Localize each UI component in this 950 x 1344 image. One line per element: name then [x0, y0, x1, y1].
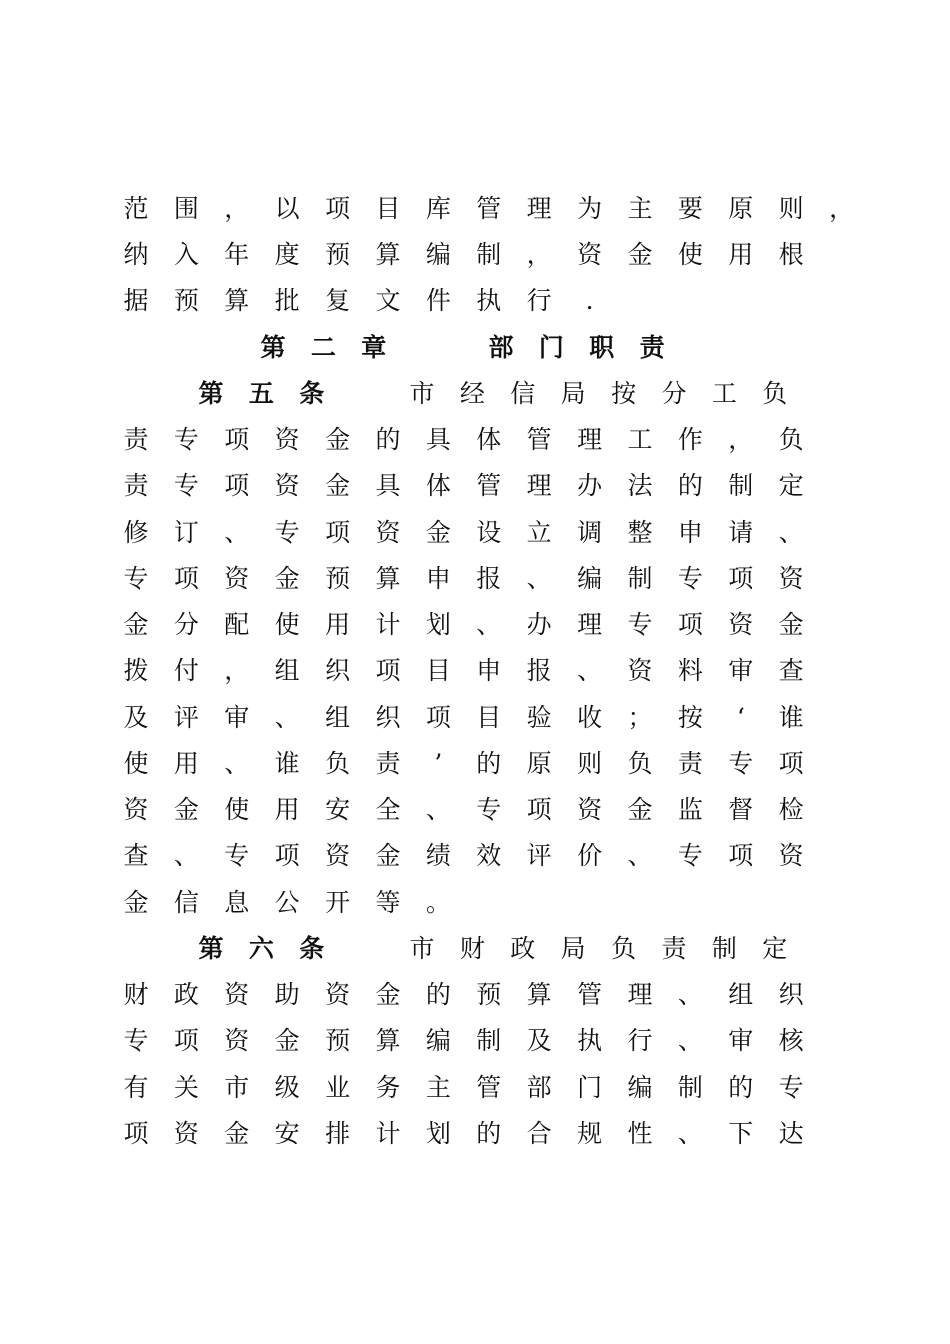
text-glyph: 门	[538, 333, 564, 362]
text-glyph: 章	[361, 333, 387, 362]
text-glyph: 编	[425, 1026, 451, 1055]
text-glyph: 二	[310, 333, 336, 362]
text-glyph: 金	[325, 425, 351, 454]
text-glyph: 金	[224, 1119, 250, 1148]
text-glyph: 政	[173, 980, 199, 1009]
text-glyph: 责	[661, 934, 687, 963]
text-glyph: 则	[577, 749, 603, 778]
text-glyph: 为	[577, 194, 603, 223]
text-glyph: 制	[627, 564, 653, 593]
text-glyph: ’	[434, 749, 443, 778]
text-glyph: 专	[677, 564, 703, 593]
text-glyph: 计	[375, 610, 401, 639]
text-glyph: 付	[173, 656, 199, 685]
text-glyph: 排	[325, 1119, 351, 1148]
text-glyph: 金	[325, 471, 351, 500]
text-glyph: 用	[173, 749, 199, 778]
text-glyph: 据	[123, 286, 149, 315]
text-glyph: 专	[123, 1026, 149, 1055]
text-glyph: 的	[425, 980, 451, 1009]
body-line	[0, 880, 950, 926]
text-glyph: 目	[476, 703, 502, 732]
text-glyph: 金	[627, 240, 653, 269]
text-glyph: 金	[627, 795, 653, 824]
text-glyph: 划	[425, 610, 451, 639]
text-glyph: 效	[476, 841, 502, 870]
text-glyph: 及	[123, 703, 149, 732]
text-glyph: 专	[173, 425, 199, 454]
text-glyph: 、	[224, 749, 250, 778]
text-glyph: 职	[589, 333, 615, 362]
text-glyph: 拨	[123, 656, 149, 685]
text-glyph: 第	[198, 379, 224, 408]
text-glyph: 管	[526, 425, 552, 454]
text-glyph: 作	[677, 425, 703, 454]
text-glyph: 专	[173, 471, 199, 500]
text-glyph: ，	[224, 194, 250, 223]
text-glyph: 项	[173, 1026, 199, 1055]
text-glyph: 第	[260, 333, 286, 362]
text-glyph: 的	[677, 471, 703, 500]
text-glyph: 、	[425, 795, 451, 824]
body-line	[0, 186, 950, 232]
text-glyph: 报	[526, 656, 552, 685]
text-glyph: 评	[173, 703, 199, 732]
text-glyph: ，	[526, 240, 552, 269]
text-glyph: 信	[510, 379, 536, 408]
text-glyph: 责	[123, 425, 149, 454]
text-glyph: 业	[325, 1073, 351, 1102]
text-glyph: 经	[459, 379, 485, 408]
text-glyph: 办	[526, 610, 552, 639]
body-line	[0, 787, 950, 833]
text-glyph: 目	[375, 194, 401, 223]
body-line	[0, 695, 950, 741]
text-glyph: 理	[627, 980, 653, 1009]
text-glyph: 资	[778, 564, 804, 593]
text-glyph: 下	[728, 1119, 754, 1148]
text-glyph: 以	[274, 194, 300, 223]
text-glyph: 项	[173, 564, 199, 593]
text-glyph: 规	[577, 1119, 603, 1148]
text-glyph: 财	[123, 980, 149, 1009]
text-glyph: 组	[274, 656, 300, 685]
text-glyph: 督	[728, 795, 754, 824]
text-glyph: 金	[123, 888, 149, 917]
text-glyph: 用	[325, 610, 351, 639]
text-glyph: 用	[274, 795, 300, 824]
text-glyph: 预	[476, 980, 502, 1009]
text-glyph: 门	[577, 1073, 603, 1102]
text-glyph: 项	[778, 749, 804, 778]
body-line	[0, 972, 950, 1018]
text-glyph: 。	[425, 888, 451, 917]
text-glyph: 市	[409, 379, 435, 408]
text-glyph: 项	[325, 518, 351, 547]
body-line	[0, 463, 950, 509]
body-line	[0, 648, 950, 694]
body-line	[0, 602, 950, 648]
text-glyph: 库	[425, 194, 451, 223]
text-glyph: 谁	[778, 703, 804, 732]
text-glyph: ，	[728, 425, 754, 454]
text-glyph: 算	[224, 286, 250, 315]
text-glyph: 项	[677, 610, 703, 639]
text-glyph: 负	[611, 934, 637, 963]
text-glyph: 安	[274, 1119, 300, 1148]
text-glyph: 评	[526, 841, 552, 870]
text-glyph: 项	[375, 656, 401, 685]
text-glyph: .	[585, 286, 594, 315]
text-glyph: 预	[325, 240, 351, 269]
body-line	[0, 278, 950, 324]
text-glyph: 执	[577, 1026, 603, 1055]
text-glyph: 理	[577, 610, 603, 639]
text-glyph: 执	[476, 286, 502, 315]
text-glyph: 申	[677, 518, 703, 547]
text-glyph: 责	[639, 333, 665, 362]
text-glyph: 范	[123, 194, 149, 223]
text-glyph: 部	[488, 333, 514, 362]
text-glyph: 达	[778, 1119, 804, 1148]
text-glyph: 息	[224, 888, 250, 917]
text-glyph: 织	[325, 656, 351, 685]
text-glyph: 划	[425, 1119, 451, 1148]
text-glyph: 体	[425, 471, 451, 500]
text-glyph: 资	[778, 841, 804, 870]
text-glyph: 算	[375, 1026, 401, 1055]
text-glyph: 等	[375, 888, 401, 917]
text-glyph: 六	[248, 934, 274, 963]
text-glyph: 、	[224, 518, 250, 547]
text-glyph: 局	[560, 379, 586, 408]
text-glyph: 要	[677, 194, 703, 223]
text-glyph: ；	[627, 703, 653, 732]
text-glyph: 项	[224, 425, 250, 454]
body-line	[0, 1018, 950, 1064]
text-glyph: 专	[123, 564, 149, 593]
text-glyph: 、	[778, 518, 804, 547]
text-glyph: 根	[778, 240, 804, 269]
text-glyph: 管	[577, 980, 603, 1009]
text-glyph: 文	[375, 286, 401, 315]
text-glyph: 负	[778, 425, 804, 454]
text-glyph: 专	[728, 749, 754, 778]
text-glyph: 制	[677, 1073, 703, 1102]
text-glyph: 算	[526, 980, 552, 1009]
text-glyph: 具	[425, 425, 451, 454]
text-glyph: ，	[829, 194, 855, 223]
text-glyph: ，	[224, 656, 250, 685]
text-glyph: 资	[577, 795, 603, 824]
text-glyph: 核	[778, 1026, 804, 1055]
text-glyph: 、	[173, 841, 199, 870]
text-glyph: 务	[375, 1073, 401, 1102]
text-glyph: 入	[173, 240, 199, 269]
article-6-line	[0, 926, 950, 972]
text-glyph: 谁	[274, 749, 300, 778]
text-glyph: 项	[526, 795, 552, 824]
text-glyph: 申	[476, 656, 502, 685]
text-glyph: 行	[627, 1026, 653, 1055]
text-glyph: 资	[173, 1119, 199, 1148]
text-glyph: 预	[325, 564, 351, 593]
text-glyph: 性	[627, 1119, 653, 1148]
text-glyph: 订	[173, 518, 199, 547]
chapter-heading	[0, 325, 950, 371]
text-glyph: 专	[476, 795, 502, 824]
text-glyph: 管	[476, 1073, 502, 1102]
text-glyph: 项	[274, 841, 300, 870]
text-glyph: 绩	[425, 841, 451, 870]
text-glyph: 资	[224, 1026, 250, 1055]
text-glyph: 制	[711, 934, 737, 963]
text-glyph: 专	[677, 841, 703, 870]
body-line	[0, 510, 950, 556]
text-glyph: 工	[627, 425, 653, 454]
text-glyph: 围	[173, 194, 199, 223]
text-glyph: 的	[476, 749, 502, 778]
text-glyph: 主	[627, 194, 653, 223]
text-glyph: 助	[274, 980, 300, 1009]
text-glyph: 管	[476, 471, 502, 500]
text-glyph: 编	[627, 1073, 653, 1102]
text-glyph: 制	[728, 471, 754, 500]
text-glyph: 整	[627, 518, 653, 547]
text-glyph: 条	[299, 934, 325, 963]
text-glyph: 开	[325, 888, 351, 917]
text-glyph: 修	[123, 518, 149, 547]
text-glyph: 年	[224, 240, 250, 269]
text-glyph: 金	[123, 610, 149, 639]
body-line	[0, 417, 950, 463]
text-glyph: 资	[325, 980, 351, 1009]
text-glyph: 计	[375, 1119, 401, 1148]
text-glyph: 算	[375, 564, 401, 593]
text-glyph: 料	[677, 656, 703, 685]
text-glyph: 织	[375, 703, 401, 732]
text-glyph: 、	[627, 841, 653, 870]
text-glyph: ‘	[736, 703, 745, 732]
text-glyph: 体	[476, 425, 502, 454]
text-glyph: 资	[274, 471, 300, 500]
text-glyph: 资	[224, 980, 250, 1009]
text-glyph: 负	[325, 749, 351, 778]
text-glyph: 、	[526, 564, 552, 593]
text-glyph: 度	[274, 240, 300, 269]
text-glyph: 组	[728, 980, 754, 1009]
text-glyph: 定	[762, 934, 788, 963]
text-glyph: 局	[560, 934, 586, 963]
text-glyph: 监	[677, 795, 703, 824]
text-glyph: 调	[577, 518, 603, 547]
text-glyph: 分	[661, 379, 687, 408]
text-glyph: 验	[526, 703, 552, 732]
text-glyph: 专	[778, 1073, 804, 1102]
text-glyph: 分	[173, 610, 199, 639]
text-glyph: 金	[173, 795, 199, 824]
text-glyph: 主	[425, 1073, 451, 1102]
text-glyph: 资	[325, 841, 351, 870]
text-glyph: 编	[577, 564, 603, 593]
text-glyph: 资	[123, 795, 149, 824]
text-glyph: 资	[728, 610, 754, 639]
text-glyph: 金	[425, 518, 451, 547]
text-glyph: 查	[778, 656, 804, 685]
text-glyph: 合	[526, 1119, 552, 1148]
text-glyph: 查	[123, 841, 149, 870]
text-glyph: 及	[526, 1026, 552, 1055]
text-glyph: 金	[274, 1026, 300, 1055]
text-glyph: 原	[728, 194, 754, 223]
text-glyph: 申	[425, 564, 451, 593]
text-glyph: 审	[224, 703, 250, 732]
text-glyph: 按	[677, 703, 703, 732]
text-glyph: 、	[577, 656, 603, 685]
text-glyph: 配	[224, 610, 250, 639]
text-glyph: 信	[173, 888, 199, 917]
text-glyph: 组	[325, 703, 351, 732]
text-glyph: 审	[728, 656, 754, 685]
text-glyph: 、	[677, 1026, 703, 1055]
text-glyph: 批	[274, 286, 300, 315]
text-glyph: 责	[677, 749, 703, 778]
text-glyph: 的	[476, 1119, 502, 1148]
text-glyph: 资	[274, 425, 300, 454]
text-glyph: 纳	[123, 240, 149, 269]
body-line	[0, 1065, 950, 1111]
text-glyph: 专	[627, 610, 653, 639]
text-glyph: 则	[778, 194, 804, 223]
body-line	[0, 833, 950, 879]
text-glyph: 资	[577, 240, 603, 269]
text-glyph: 全	[375, 795, 401, 824]
text-glyph: 用	[728, 240, 754, 269]
text-glyph: 工	[711, 379, 737, 408]
text-glyph: 办	[577, 471, 603, 500]
text-glyph: 市	[224, 1073, 250, 1102]
text-glyph: 安	[325, 795, 351, 824]
text-glyph: 财	[459, 934, 485, 963]
text-glyph: 项	[425, 703, 451, 732]
text-glyph: 级	[274, 1073, 300, 1102]
text-glyph: 算	[375, 240, 401, 269]
text-glyph: 制	[476, 240, 502, 269]
text-glyph: 条	[299, 379, 325, 408]
text-glyph: 收	[577, 703, 603, 732]
text-glyph: 资	[375, 518, 401, 547]
text-glyph: 金	[274, 564, 300, 593]
text-glyph: 有	[123, 1073, 149, 1102]
text-glyph: 、	[274, 703, 300, 732]
text-glyph: 责	[123, 471, 149, 500]
text-glyph: 法	[627, 471, 653, 500]
text-glyph: 市	[409, 934, 435, 963]
article-5-line	[0, 371, 950, 417]
text-glyph: 理	[526, 471, 552, 500]
text-glyph: 预	[325, 1026, 351, 1055]
text-glyph: 设	[476, 518, 502, 547]
body-line	[0, 232, 950, 278]
text-glyph: 定	[778, 471, 804, 500]
text-glyph: 原	[526, 749, 552, 778]
text-glyph: 项	[325, 194, 351, 223]
text-glyph: 行	[526, 286, 552, 315]
text-glyph: 项	[123, 1119, 149, 1148]
text-glyph: 金	[375, 841, 401, 870]
text-glyph: 按	[611, 379, 637, 408]
text-glyph: 复	[325, 286, 351, 315]
text-glyph: 关	[173, 1073, 199, 1102]
text-glyph: 价	[577, 841, 603, 870]
text-glyph: 五	[248, 379, 274, 408]
text-glyph: 责	[375, 749, 401, 778]
text-glyph: 使	[224, 795, 250, 824]
text-glyph: 件	[425, 286, 451, 315]
text-glyph: 具	[375, 471, 401, 500]
text-glyph: 预	[173, 286, 199, 315]
text-glyph: 织	[778, 980, 804, 1009]
text-glyph: 项	[224, 471, 250, 500]
text-glyph: 专	[274, 518, 300, 547]
body-line	[0, 556, 950, 602]
text-glyph: 负	[627, 749, 653, 778]
text-glyph: 负	[762, 379, 788, 408]
text-glyph: 第	[198, 934, 224, 963]
text-glyph: 部	[526, 1073, 552, 1102]
text-glyph: 使	[677, 240, 703, 269]
text-glyph: 目	[425, 656, 451, 685]
body-line	[0, 741, 950, 787]
text-glyph: 资	[224, 564, 250, 593]
text-glyph: 编	[425, 240, 451, 269]
text-glyph: 项	[728, 841, 754, 870]
text-glyph: 专	[224, 841, 250, 870]
text-glyph: 报	[476, 564, 502, 593]
text-glyph: 立	[526, 518, 552, 547]
text-glyph: 、	[677, 1119, 703, 1148]
text-glyph: 的	[728, 1073, 754, 1102]
body-line	[0, 1111, 950, 1157]
text-glyph: 项	[728, 564, 754, 593]
text-glyph: 资	[627, 656, 653, 685]
text-glyph: 管	[476, 194, 502, 223]
text-glyph: 公	[274, 888, 300, 917]
text-glyph: 检	[778, 795, 804, 824]
text-glyph: 、	[476, 610, 502, 639]
text-glyph: 制	[476, 1026, 502, 1055]
text-glyph: 、	[677, 980, 703, 1009]
text-glyph: 审	[728, 1026, 754, 1055]
text-glyph: 请	[728, 518, 754, 547]
text-glyph: 金	[778, 610, 804, 639]
text-glyph: 使	[274, 610, 300, 639]
text-glyph: 理	[577, 425, 603, 454]
text-glyph: 的	[375, 425, 401, 454]
text-glyph: 政	[510, 934, 536, 963]
text-glyph: 理	[526, 194, 552, 223]
text-glyph: 金	[375, 980, 401, 1009]
text-glyph: 使	[123, 749, 149, 778]
